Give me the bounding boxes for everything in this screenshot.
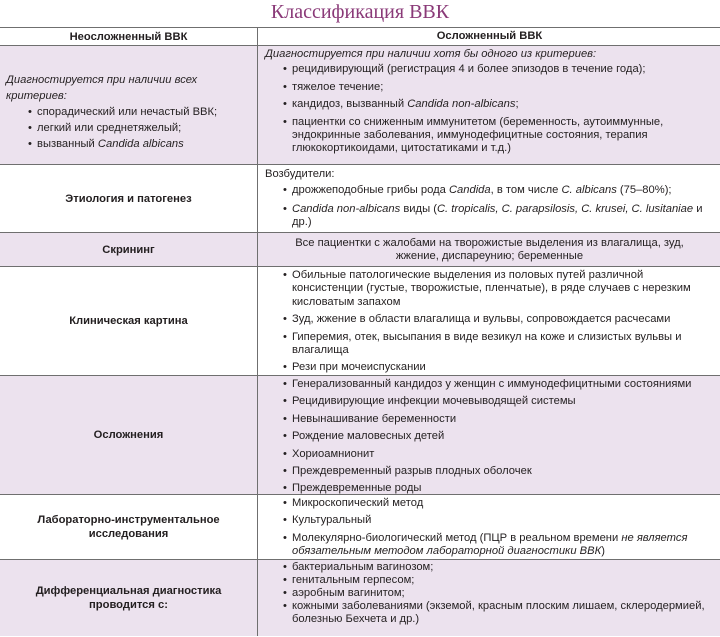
classification-table (0, 27, 720, 625)
classification-left-list (6, 72, 252, 152)
header-left (0, 28, 258, 45)
list-item: • Зуд, жжение в области влагалища и вульвы, сопровождается расчесами (281, 313, 714, 326)
list-item: • Рецидивирующие инфекции мочевыводящей системы (281, 395, 714, 408)
list-item: • генитальным герпесом; (281, 574, 714, 587)
list-item: • Молекулярно-биологический метод (ПЦР в реальном времени не является обязательным методом лабораторной диагностики ВВК) (281, 532, 714, 559)
list-item: • Хориоамнионит (281, 448, 714, 461)
list-item: • Рези при мочеиспускании (281, 361, 714, 374)
list-item: • Культуральный (281, 514, 714, 527)
list-item: • кожными заболеваниями (экземой, красным плоским лишаем, склеродермией, болезнью Бехчета и др.) (281, 600, 714, 626)
clinical-content (259, 267, 720, 375)
etiology-content (259, 165, 720, 232)
clinical-row (0, 267, 720, 376)
etiology-label: Этиология и патогенез (0, 165, 258, 232)
lab-content (259, 495, 720, 559)
list-item: • Невынашивание беременности (281, 413, 714, 426)
lab-label: Лабораторно-инструментальное исследования (0, 495, 258, 559)
complications-label: Осложнения (0, 376, 258, 494)
list-item: • Рождение маловесных детей (281, 430, 714, 443)
screening-row (0, 233, 720, 267)
differential-row (0, 560, 720, 636)
table-header-row (0, 28, 720, 46)
list-item: • Генерализованный кандидоз у женщин с иммунодефицитными состояниями (281, 378, 714, 391)
lab-row (0, 495, 720, 560)
list-item: • тяжелое течение; (281, 81, 714, 94)
list-item: • Преждевременный разрыв плодных оболочек (281, 465, 714, 478)
list-item: • Candida non-albicans виды (C. tropicalis, C. parapsilosis, C. krusei, C. lusitaniae и др.) (281, 203, 714, 230)
list-item: • бактериальным вагинозом; (281, 561, 714, 574)
list-item: • пациентки со сниженным иммунитетом (беременность, аутоиммунные, эндокринные заболевания, иммунодефицитные состояния, терапия глюкокортикоидами, цитостатиками и т.д.) (281, 116, 714, 156)
list-item: • Преждевременные роды (281, 482, 714, 495)
list-item: • легкий или среднетяжелый; (26, 120, 252, 136)
screening-label: Скрининг (0, 233, 258, 266)
list-item: • кандидоз, вызванный Candida non-albicans; (281, 98, 714, 111)
list-item: • спорадический или нечастый ВВК; (26, 104, 252, 120)
classification-right-intro: Диагностируется при наличии хотя бы одного из критериев: (265, 48, 597, 60)
list-item: • Обильные патологические выделения из половых путей различной консистенции (густые, творожистые, пленчатые), в ряде случаев с нерезким кисловатым запахом (281, 269, 714, 309)
header-left-label: Неосложненный ВВК (69, 30, 188, 43)
screening-content: Все пациентки с жалобами на творожистые выделения из влагалища, зуд, жжение, диспареунию; беременные (295, 237, 684, 263)
differential-label: Дифференциальная диагностика проводится с: (0, 560, 258, 636)
list-item: • вызванный Candida albicans (26, 136, 252, 152)
etiology-intro: Возбудители: (265, 168, 335, 180)
complications-content (259, 376, 720, 494)
classification-right-cell (259, 46, 720, 164)
header-right-label: Осложненный ВВК (436, 30, 543, 42)
differential-content (259, 560, 720, 636)
header-right (259, 28, 720, 45)
classification-left-cell (0, 46, 258, 164)
list-item: • рецидивирующий (регистрация 4 и более эпизодов в течение года); (281, 63, 714, 76)
list-item: • Микроскопический метод (281, 497, 714, 510)
clinical-label: Клиническая картина (0, 267, 258, 375)
list-item: • дрожжеподобные грибы рода Candida, в том числе C. albicans (75–80%); (281, 184, 714, 197)
complications-row (0, 376, 720, 495)
classification-left-intro: Диагностируется при наличии всех критериев: (6, 74, 198, 102)
etiology-row (0, 165, 720, 233)
page-title: Классификация ВВК (270, 1, 450, 23)
list-item: • Гиперемия, отек, высыпания в виде везикул на коже и слизистых вульвы и влагалища (281, 331, 714, 358)
classification-row (0, 46, 720, 165)
list-item: • аэробным вагинитом; (281, 587, 714, 600)
